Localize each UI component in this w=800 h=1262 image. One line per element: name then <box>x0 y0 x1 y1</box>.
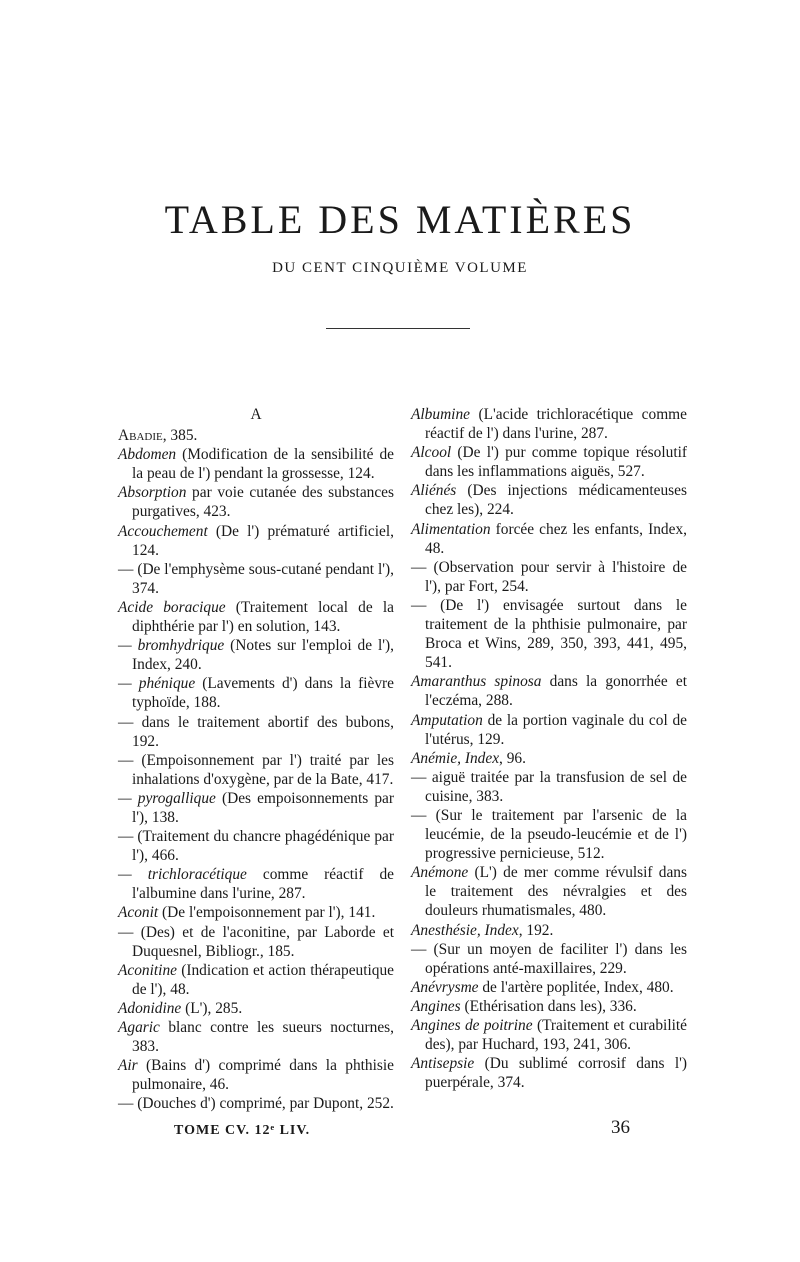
index-entry <box>118 426 394 445</box>
entry-text: , 385. <box>162 427 198 445</box>
entry-text: (Modification de la sensibilité de la peau de l') pendant la grossesse, 124. <box>132 446 394 483</box>
left-column <box>118 405 394 1113</box>
index-entry <box>118 1018 394 1056</box>
entry-text: de la portion vaginale du col de l'utérus, 129. <box>425 711 687 748</box>
index-entry <box>411 672 687 710</box>
index-entry <box>411 940 687 978</box>
entry-text: (Des injections médicamenteuses chez les), 224. <box>425 482 687 519</box>
entry-heading: Anémie, Index <box>411 749 500 767</box>
index-entry <box>118 598 394 636</box>
index-entry <box>118 903 394 922</box>
entry-heading: — <box>118 923 141 941</box>
entry-heading: — trichloracétique <box>118 866 247 884</box>
entry-text: dans la gonorrhée et l'eczéma, 288. <box>425 673 687 710</box>
index-entry <box>411 1016 687 1054</box>
entry-text: (Traitement local de la diphthérie par l') en solution, 143. <box>132 598 394 636</box>
entry-heading: — bromhydrique <box>118 637 225 655</box>
entry-text: (Ethérisation dans les), 336. <box>460 997 637 1015</box>
index-entry <box>118 445 394 483</box>
left-entry-list <box>118 426 394 1113</box>
entry-heading: Amaranthus spinosa <box>411 673 542 691</box>
index-entry <box>411 921 687 940</box>
entry-heading: — <box>411 806 436 824</box>
entry-heading: — <box>411 940 434 958</box>
entry-heading: Air <box>118 1057 138 1075</box>
index-entry <box>411 806 687 863</box>
entry-heading: Alimentation <box>411 520 491 538</box>
index-entry <box>118 1056 394 1094</box>
entry-text: (Bains d') comprimé dans la phthisie pulmonaire, 46. <box>132 1057 394 1094</box>
entry-heading: — <box>411 596 441 614</box>
entry-text: (Lavements d') dans la fièvre typhoïde, 188. <box>132 675 395 712</box>
index-entry <box>118 674 394 712</box>
entry-heading: Anémone <box>411 864 469 882</box>
entry-text: (De l'empoisonnement par l'), 141. <box>158 904 376 922</box>
entry-heading: Anesthésie, Index <box>411 921 519 939</box>
index-entry <box>411 768 687 806</box>
entry-heading: Abdomen <box>118 446 177 464</box>
entry-heading: Angines <box>411 997 461 1015</box>
entry-heading: — <box>118 713 142 731</box>
entry-heading: Anévrysme <box>411 978 479 996</box>
entry-text: (Des empoisonnements par l'), 138. <box>132 789 394 826</box>
entry-text: blanc contre les sueurs nocturnes, 383. <box>132 1019 394 1056</box>
entry-heading: Alcool <box>411 444 452 462</box>
page-subtitle: DU CENT CINQUIÈME VOLUME <box>272 260 528 276</box>
entry-heading: — <box>411 558 434 576</box>
entry-heading: — pyrogallique <box>118 789 216 807</box>
entry-text: (Des) et de l'aconitine, par Laborde et Duquesnel, Bibliogr., 185. <box>132 923 394 960</box>
index-entry <box>118 751 394 789</box>
index-entry <box>411 596 687 672</box>
index-entry <box>411 978 687 997</box>
entry-heading: Adonidine <box>118 999 182 1017</box>
index-entry <box>118 560 394 598</box>
index-entry <box>411 863 687 920</box>
entry-text: (De l') pur comme topique résolutif dans les inflammations aiguës, 527. <box>425 444 687 481</box>
entry-text: (L'acide trichloracétique comme réactif de l') dans l'urine, 287. <box>425 406 687 443</box>
entry-text: (Notes sur l'emploi de l'), Index, 240. <box>132 637 394 674</box>
entry-text: (Observation pour servir à l'histoire de l'), par Fort, 254. <box>425 558 687 595</box>
entry-text: de l'artère poplitée, Index, 480. <box>478 978 674 996</box>
entry-text: aiguë traitée par la transfusion de sel de cuisine, 383. <box>425 768 687 805</box>
entry-text: (Indication et action thérapeutique de l'), 48. <box>132 961 394 998</box>
index-entry <box>118 483 394 521</box>
index-entry <box>118 713 394 751</box>
entry-heading: — phénique <box>118 675 196 693</box>
index-entry <box>118 827 394 865</box>
index-entry <box>118 999 394 1018</box>
signature-mark: 36 <box>611 1117 630 1138</box>
entry-heading: Aconitine <box>118 961 177 979</box>
entry-heading: — <box>411 768 432 786</box>
entry-text: , 96. <box>499 749 526 767</box>
index-entry <box>411 997 687 1016</box>
entry-heading: Agaric <box>118 1019 160 1036</box>
index-entry <box>118 923 394 961</box>
entry-heading: Accouchement <box>118 522 208 540</box>
index-entry <box>411 1054 687 1092</box>
entry-text: , 192. <box>518 921 554 939</box>
entry-text: (De l') envisagée surtout dans le traitement de la phthisie pulmonaire, par Broca et Wins, 289, 350, 393, 441, 495, 541. <box>425 596 687 672</box>
entry-text: comme réactif de l'albumine dans l'urine, 287. <box>132 866 394 903</box>
entry-text: (Traitement du chancre phagédénique par l'), 466. <box>132 828 394 865</box>
index-entry <box>411 558 687 596</box>
index-entry <box>118 961 394 999</box>
entry-heading: Aliénés <box>411 482 457 500</box>
entry-text: (Sur le traitement par l'arsenic de la leucémie, de la pseudo-leucémie et de l') progressive pernicieuse, 512. <box>425 806 687 863</box>
entry-heading: Amputation <box>411 711 483 729</box>
page-title: TABLE DES MATIÈRES <box>164 197 636 242</box>
entry-text: (Douches d') comprimé, par Dupont, 252. <box>137 1095 394 1113</box>
entry-text: (Du sublimé corrosif dans l') puerpérale, 374. <box>425 1055 687 1092</box>
entry-heading: — <box>118 560 138 578</box>
entry-text: (Empoisonnement par l') traité par les inhalations d'oxygène, par de la Bate, 417. <box>132 751 394 788</box>
entry-heading: Absorption <box>118 484 187 502</box>
right-column <box>411 405 687 1092</box>
entry-heading: Albumine <box>411 406 470 423</box>
entry-heading: — <box>118 828 138 846</box>
entry-text: (L'), 285. <box>181 999 243 1017</box>
entry-text: (De l'emphysème sous-cutané pendant l'), 374. <box>132 560 394 597</box>
entry-text: (Sur un moyen de faciliter l') dans les opérations anté-maxillaires, 229. <box>425 940 687 977</box>
index-entry <box>118 789 394 827</box>
entry-heading: Abadie <box>118 427 163 445</box>
entry-heading: Antisepsie <box>411 1055 475 1073</box>
entry-text: forcée chez les enfants, Index, 48. <box>425 520 687 557</box>
index-entry <box>118 1094 394 1113</box>
index-entry <box>411 520 687 558</box>
index-entry <box>411 405 687 443</box>
entry-text: (Traitement et curabilité des), par Huchard, 193, 241, 306. <box>425 1017 687 1054</box>
index-entry <box>118 636 394 674</box>
index-entry <box>411 443 687 481</box>
entry-text: (L') de mer comme révulsif dans le traitement des névralgies et des douleurs rhumatismales, 480. <box>425 864 687 920</box>
entry-text: par voie cutanée des substances purgatives, 423. <box>132 484 394 521</box>
entry-text: (De l') prématuré artificiel, 124. <box>132 522 394 559</box>
title-divider <box>326 328 470 329</box>
entry-heading: — <box>118 751 142 769</box>
right-entry-list <box>411 405 687 1092</box>
index-entry <box>411 749 687 768</box>
entry-heading: Acide boracique <box>118 598 226 616</box>
section-letter: A <box>250 406 262 423</box>
entry-text: dans le traitement abortif des bubons, 192. <box>132 713 394 750</box>
entry-heading: Angines de poitrine <box>411 1017 533 1034</box>
index-entry <box>411 711 687 749</box>
index-entry <box>411 481 687 519</box>
printer-signature: TOME CV. 12ᵉ LIV. <box>174 1123 311 1138</box>
entry-heading: Aconit <box>118 904 159 922</box>
index-entry <box>118 522 394 560</box>
index-entry <box>118 865 394 903</box>
entry-heading: — <box>118 1095 138 1113</box>
